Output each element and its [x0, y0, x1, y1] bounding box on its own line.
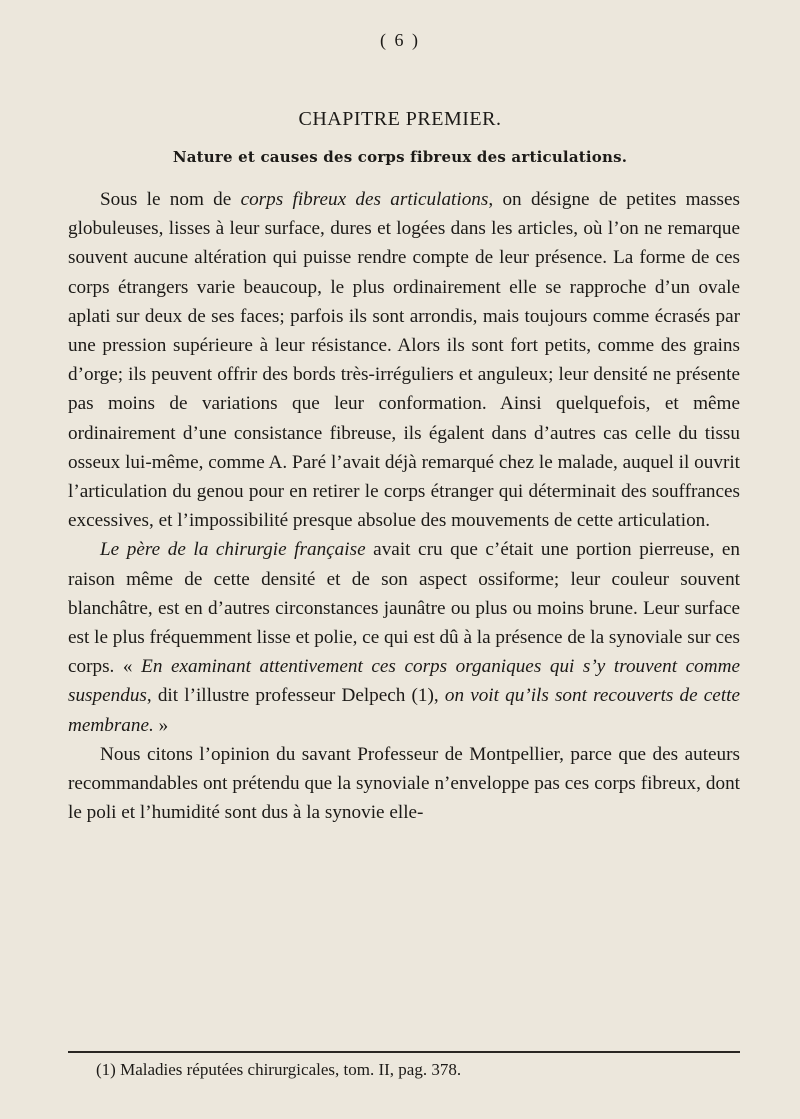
p1-italic-term: corps fibreux des articulations: [240, 189, 489, 210]
chapter-title: CHAPITRE PREMIER.: [298, 108, 502, 130]
page-number: ( 6 ): [380, 30, 420, 50]
p2-italic-c: En examinant attentivement ces corps organiques qui s’y trouvent comme suspendus: [68, 656, 741, 707]
footnote: (1) Maladies réputées chirurgicales, tom. II, pag. 378.: [96, 1060, 462, 1079]
paragraph-3: Nous citons l’opinion du savant Professeur de Montpellier, parce que des auteurs recommandables ont prétendu que la synoviale n’enveloppe pas ces corps fibreux, dont le poli et l’humidité sont dus à la synovie elle-: [68, 743, 740, 824]
body-text: [68, 185, 740, 827]
p2-italic-a: Le père de la chirurgie française: [100, 539, 366, 561]
footnote-rule: [68, 1051, 740, 1053]
p2-text-b: avait cru que c’était une portion pierreuse, en raison même de cette densité et de son aspect ossiforme; leur couleur souvent blanchâtre, est en d’autres circonstances jaunâtre ou plus ou moins brune. Leur surface est le plus fréquemment lisse et polie, ce qui est dû à la présence de la synoviale sur ces corps. «: [68, 539, 740, 678]
paragraph-1: [68, 185, 740, 535]
p2-text-d: , dit l’illustre professeur Delpech (1),: [146, 685, 445, 707]
p2-italic-e: on voit qu’ils sont recouverts de cette membrane.: [68, 685, 740, 736]
p1-text-a: Sous le nom de: [100, 189, 241, 210]
section-title: Nature et causes des corps fibreux des articulations.: [172, 148, 628, 166]
paragraph-2: [68, 535, 740, 739]
p1-text-c: , on désigne de petites masses globuleuses, lisses à leur surface, dures et logées dans les articles, où l’on ne remarque souvent aucune altération qui puisse rendre compte de leur présence. La forme de ces corps étrangers varie beaucoup, le plus ordinairement elle se rapproche d’un ovale aplati sur deux de ses faces; parfois ils sont arrondis, mais toujours comme écrasés par une pression supérieure à leur résistance. Alors ils sont fort petits, comme des grains d’orge; ils peuvent offrir des bords très-irréguliers et anguleux; leur densité ne présente pas moins de variations que leur conformation. Ainsi quelquefois, et même ordinairement d’une consistance fibreuse, ils égalent dans d’autres cas celle du tissu osseux lui-même, comme A. Paré l’avait déjà remarqué chez le malade, auquel il ouvrit l’articulation du genou pour en retirer le corps étranger qui déterminait des souffrances excessives, et l’impossibilité presque absolue des mouvements de cette articulation.: [68, 189, 740, 532]
p2-text-f: »: [153, 714, 169, 736]
